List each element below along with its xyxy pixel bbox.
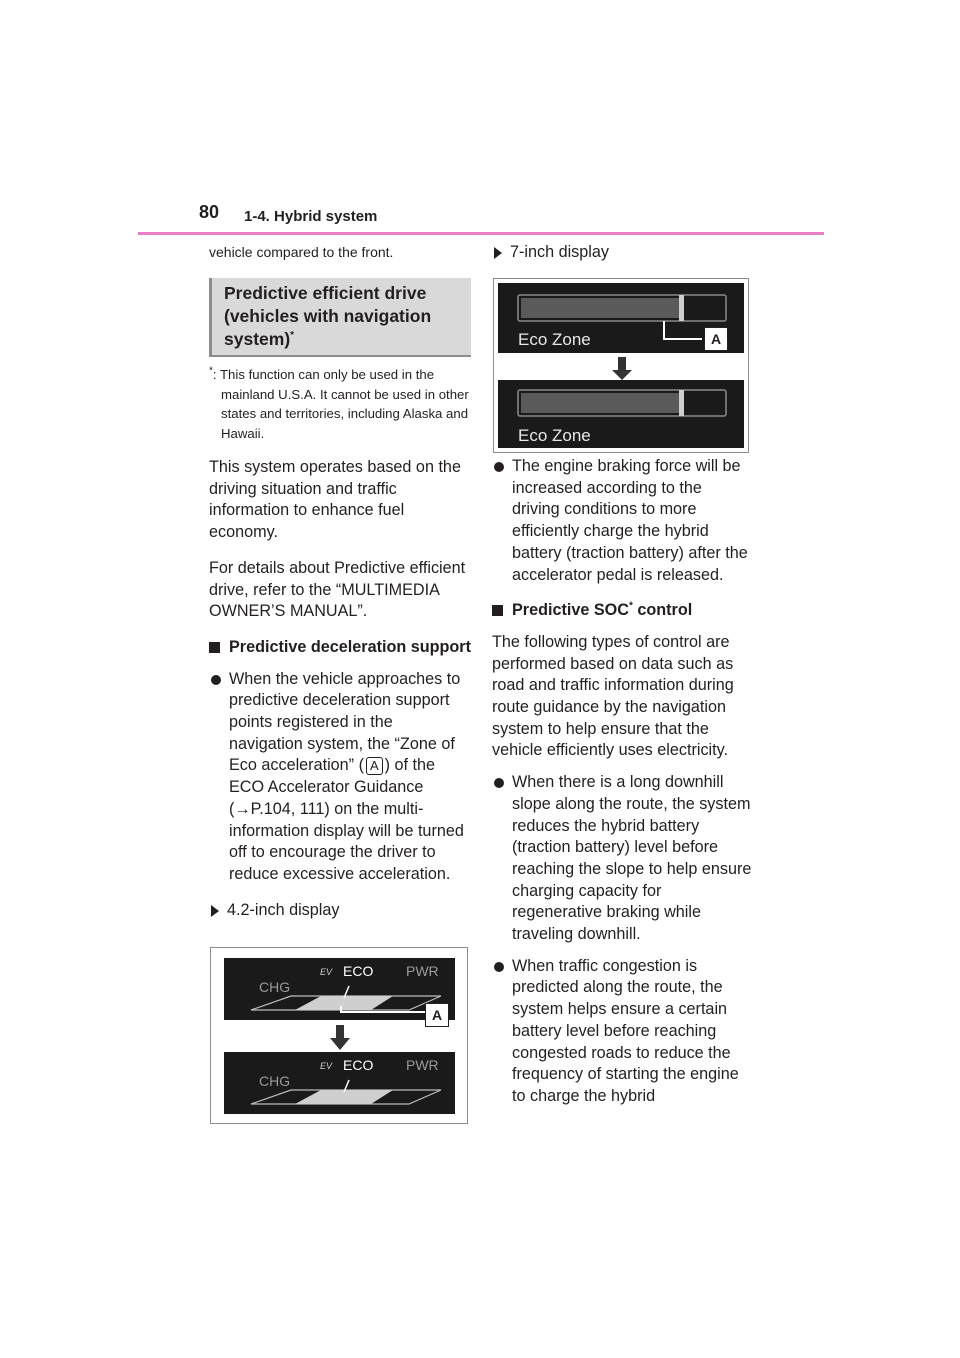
bullet-item (492, 772, 754, 946)
subheading-text: Predictive deceleration support (229, 637, 471, 656)
callout-a-inline: A (366, 757, 383, 775)
bullet-text-a: When the vehicle approaches to predictive deceleration support points registered in the navigation system, the “Zone of Eco acceleration” ( (229, 669, 461, 775)
subheading-text-a: Predictive SOC (512, 601, 629, 620)
bullet-dot-icon (494, 462, 504, 472)
chg-label-bottom: CHG (259, 1073, 291, 1089)
heading-footnote-mark: * (290, 330, 295, 342)
eco-zone-label-bottom: Eco Zone (518, 426, 591, 445)
bullet-item (209, 669, 471, 886)
bar-marker-bottom (679, 390, 684, 416)
ev-label-top: EV (320, 967, 333, 977)
square-bullet-icon (209, 642, 220, 653)
continued-text: vehicle compared to the front. (209, 244, 394, 260)
heading-text: Predictive efficient drive (vehicles with navigation system) (224, 283, 432, 349)
section-title: 1-4. Hybrid system (244, 208, 378, 225)
bullet-text-b: ) of the ECO Accelerator Guidance (→P.104, 111) on the multi-information display will be turned off to encourage the driver to reduce excessive acceleration. (229, 756, 464, 883)
square-bullet-icon (492, 605, 503, 616)
callout-a-42: A (425, 1003, 449, 1027)
soc-paragraph: The following types of control are performed based on data such as road and traffic information during route guidance by the navigation system to help ensure that the vehicle efficiently uses electricity. (492, 632, 734, 760)
display-7-text: 7-inch display (510, 243, 609, 261)
subheading-footnote-mark: * (628, 600, 633, 612)
reference-paragraph: For details about Predictive efficient drive, refer to the “MULTIMEDIA OWNER’S MANUAL”. (209, 558, 466, 621)
pwr-label-top: PWR (406, 963, 439, 979)
figure-42-svg (211, 948, 467, 1123)
triangle-arrow-icon (211, 905, 219, 917)
eco-label-top: ECO (343, 963, 374, 979)
display-42-text: 4.2-inch display (227, 900, 340, 919)
arrow-shaft (618, 357, 626, 371)
callout-a-7: A (704, 327, 728, 351)
header-rule (138, 232, 824, 235)
bar-fill-bottom (521, 393, 679, 413)
subheading-text-b: control (632, 601, 693, 620)
pwr-label-bottom: PWR (406, 1057, 439, 1073)
eco-label-bottom: ECO (343, 1057, 374, 1073)
bar-fill-top (521, 298, 679, 318)
bar-marker-top (679, 295, 684, 321)
eco-zone-label-top: Eco Zone (518, 330, 591, 349)
triangle-arrow-icon (494, 247, 502, 259)
bullet-text: When there is a long downhill slope along the route, the system reduces the hybrid battery (traction battery) level before reaching the slope to help ensure charging capacity for regenerative braking while traveling downhill. (512, 773, 752, 944)
arrow-shaft (336, 1025, 344, 1039)
bullet-item (492, 456, 754, 586)
subheading-soc (492, 600, 754, 622)
chg-label-top: CHG (259, 979, 291, 995)
figure-7-inch (493, 278, 749, 453)
section-heading (209, 278, 471, 357)
bullet-dot-icon (494, 778, 504, 788)
bullet-text: When traffic congestion is predicted along the route, the system helps ensure a certain battery level before reaching congested roads to reduce the frequency of starting the engine to charge the hybrid (512, 956, 739, 1105)
left-column (209, 240, 471, 921)
bullet-dot-icon (494, 962, 504, 972)
bullet-text: The engine braking force will be increased according to the driving conditions to more efficiently charge the hybrid battery (traction battery) after the accelerator pedal is released. (512, 457, 748, 584)
intro-paragraph: This system operates based on the driving situation and traffic information to enhance fuel economy. (209, 458, 461, 542)
footnote-mark: * (209, 365, 213, 377)
ev-label-bottom: EV (320, 1061, 333, 1071)
figure-7-svg (494, 279, 748, 452)
display-7-label (492, 242, 754, 264)
footnote (209, 365, 471, 443)
down-arrow-icon (612, 370, 632, 380)
bullet-item (492, 956, 754, 1108)
subheading-deceleration (209, 637, 471, 659)
figure-42-inch (210, 947, 468, 1124)
right-column-body (492, 452, 754, 1108)
footnote-text: : This function can only be used in the mainland U.S.A. It cannot be used in other states and territories, including Alaska and Hawaii. (212, 367, 469, 441)
page-number: 80 (199, 202, 220, 222)
right-column (492, 240, 754, 264)
down-arrow-icon (330, 1038, 350, 1050)
bullet-dot-icon (211, 675, 221, 685)
display-42-label (209, 900, 471, 922)
